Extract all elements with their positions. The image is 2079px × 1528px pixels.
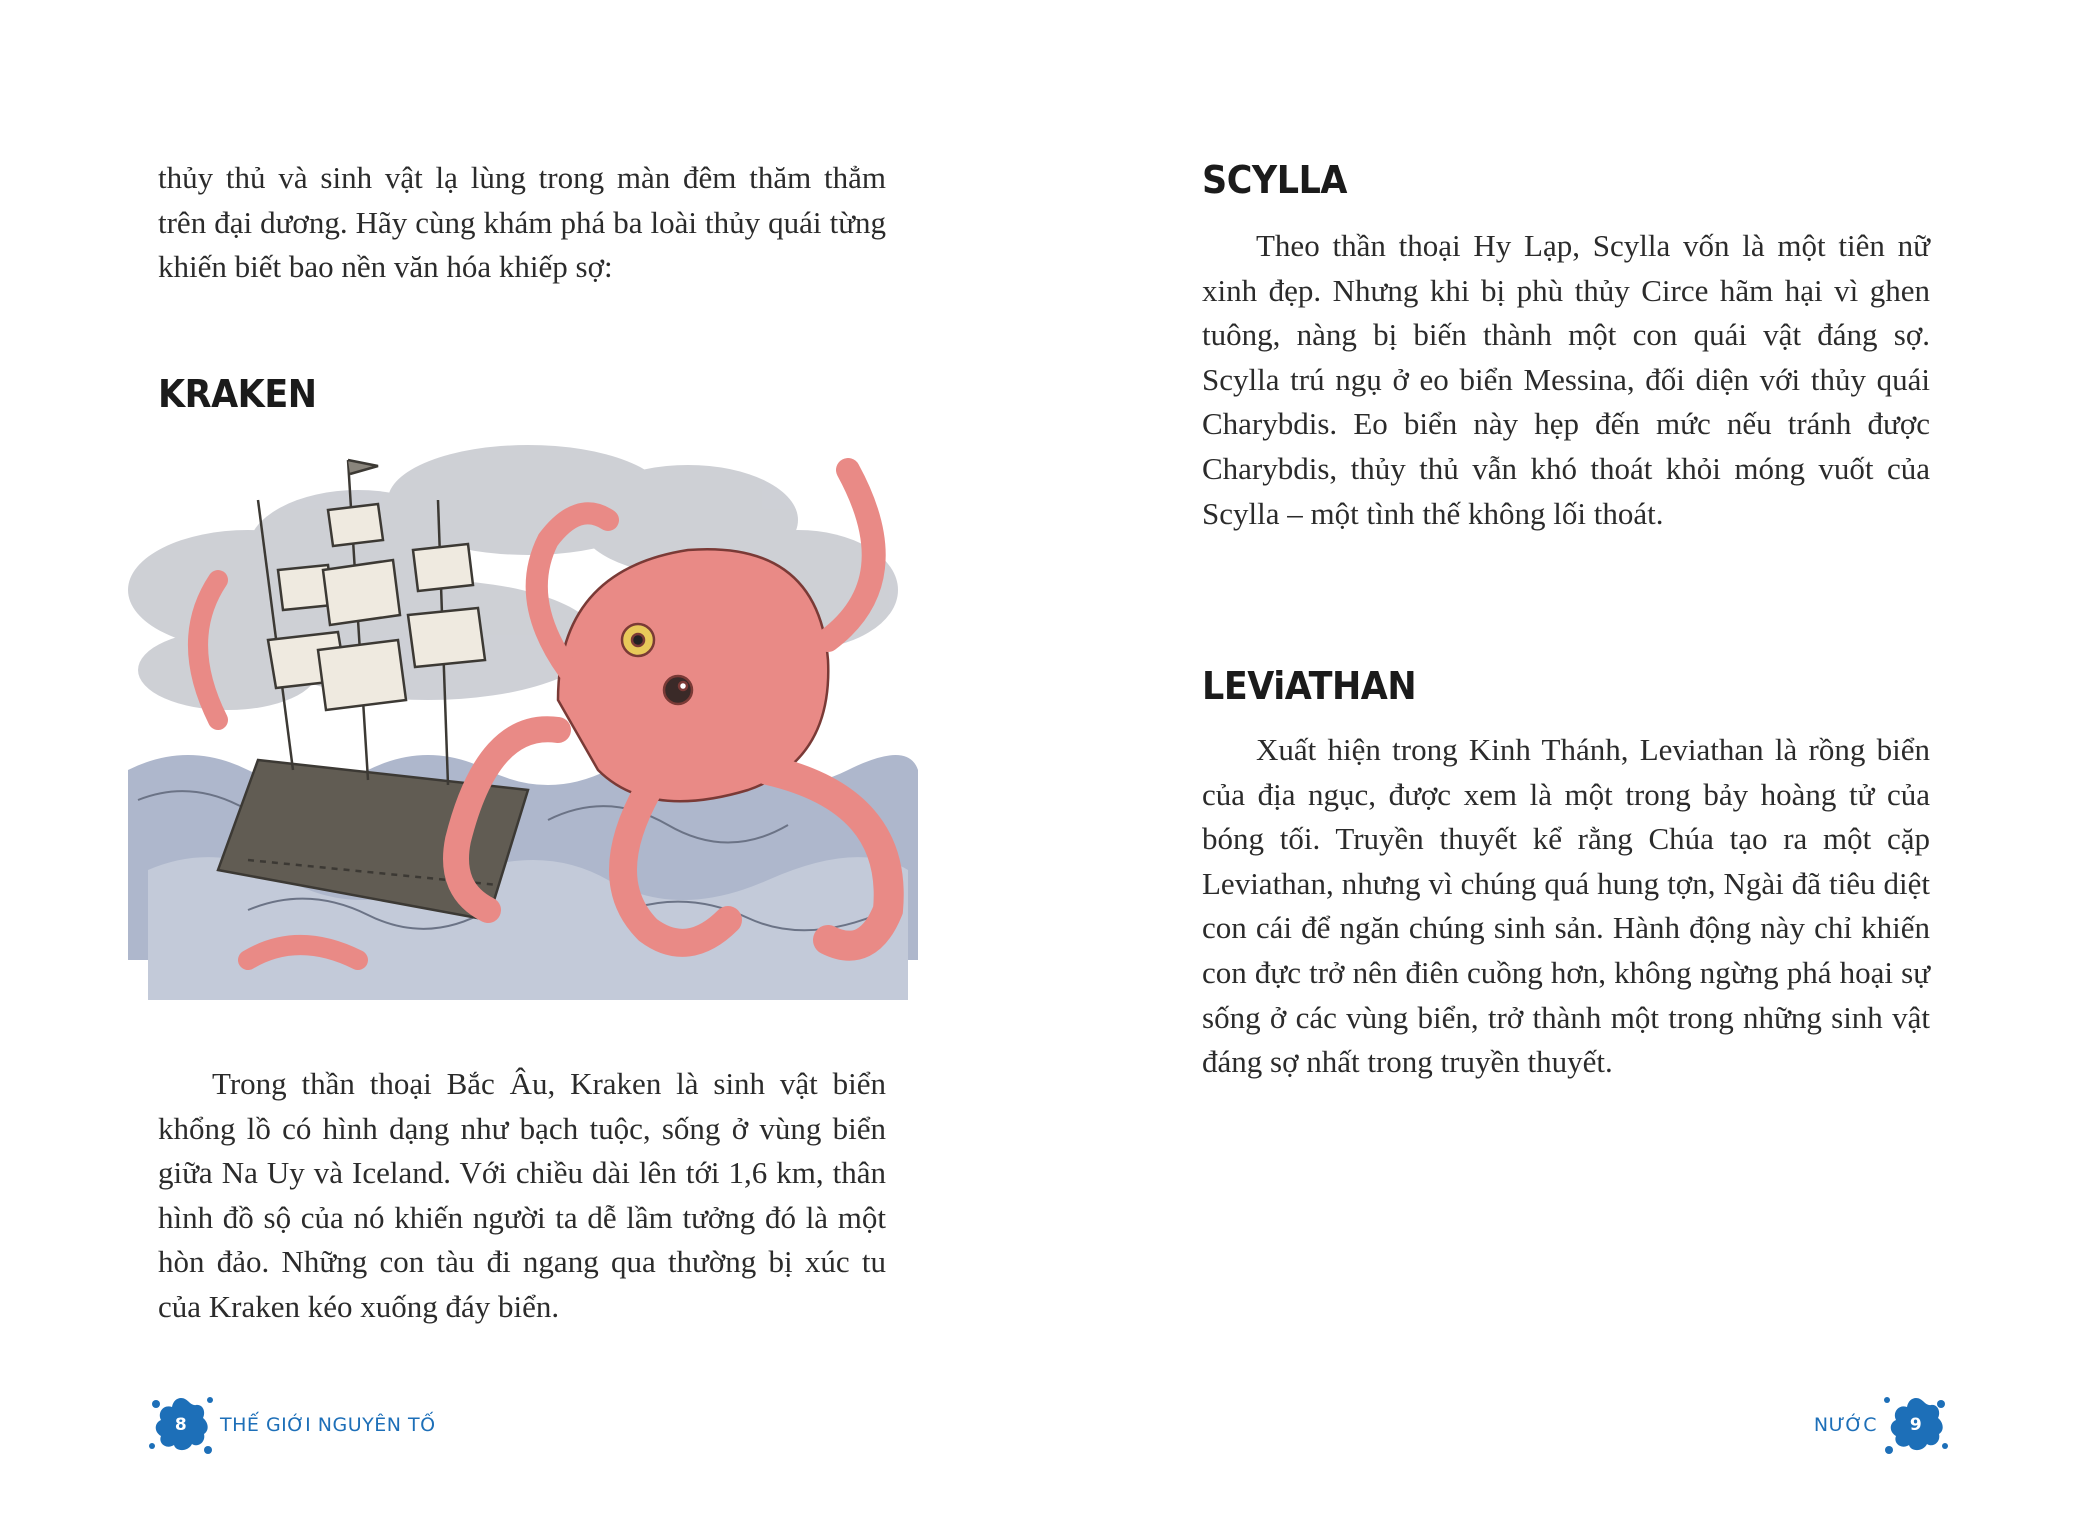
page-number-badge [1881, 1390, 1951, 1460]
page-number: 8 [174, 1415, 188, 1435]
leviathan-paragraph: Xuất hiện trong Kinh Thánh, Leviathan là rồng biển của địa ngục, được xem là một trong bảy hoàng tử của bóng tối. Truyền thuyết kể rằng Chúa tạo ra một cặp Leviathan, nhưng vì chúng quá hung tợn, Ngài đã tiêu diệt con cái để ngăn chúng sinh sản. Hành động này chỉ khiến con đực trở nên điên cuồng hơn, không ngừng phá hoại sự sống ở các vùng biển, trở thành một trong những sinh vật đáng sợ nhất trong truyền thuyết. [1202, 732, 1930, 1080]
section-title: NƯỚC [1813, 1414, 1877, 1436]
kraken-heading: KRAKEN [158, 372, 317, 416]
left-page [0, 0, 1039, 1528]
book-title: THẾ GIỚI NGUYÊN TỐ [220, 1414, 436, 1436]
page-number: 9 [1909, 1415, 1923, 1435]
kraken-paragraph: Trong thần thoại Bắc Âu, Kraken là sinh vật biển khổng lồ có hình dạng như bạch tuộc, sống ở vùng biển giữa Na Uy và Iceland. Với chiều dài lên tới 1,6 km, thân hình đồ sộ của nó khiến người ta dễ lầm tưởng đó là một hòn đảo. Những con tàu đi ngang qua thường bị xúc tu của Kraken kéo xuống đáy biển. [158, 1066, 886, 1324]
intro-paragraph: thủy thủ và sinh vật lạ lùng trong màn đêm thăm thẳm trên đại dương. Hãy cùng khám phá ba loài thủy quái từng khiến biết bao nền văn hóa khiếp sợ: [158, 160, 886, 285]
scylla-heading: SCYLLA [1202, 158, 1348, 202]
scylla-paragraph: Theo thần thoại Hy Lạp, Scylla vốn là một tiên nữ xinh đẹp. Nhưng khi bị phù thủy Circe hãm hại vì ghen tuông, nàng bị biến thành một con quái vật đáng sợ. Scylla trú ngụ ở eo biển Messina, đối diện với thủy quái Charybdis. Eo biển này hẹp đến mức nếu tránh được Charybdis, thủy thủ vẫn khó thoát khỏi móng vuốt của Scylla – một tình thế không lối thoát. [1202, 228, 1930, 531]
leviathan-heading: LEViATHAN [1202, 664, 1417, 708]
footer-right [1810, 1390, 1951, 1460]
kraken-illustration [128, 440, 918, 1020]
footer-left [146, 1390, 440, 1460]
right-page [1040, 0, 2079, 1528]
page-number-badge [146, 1390, 216, 1460]
